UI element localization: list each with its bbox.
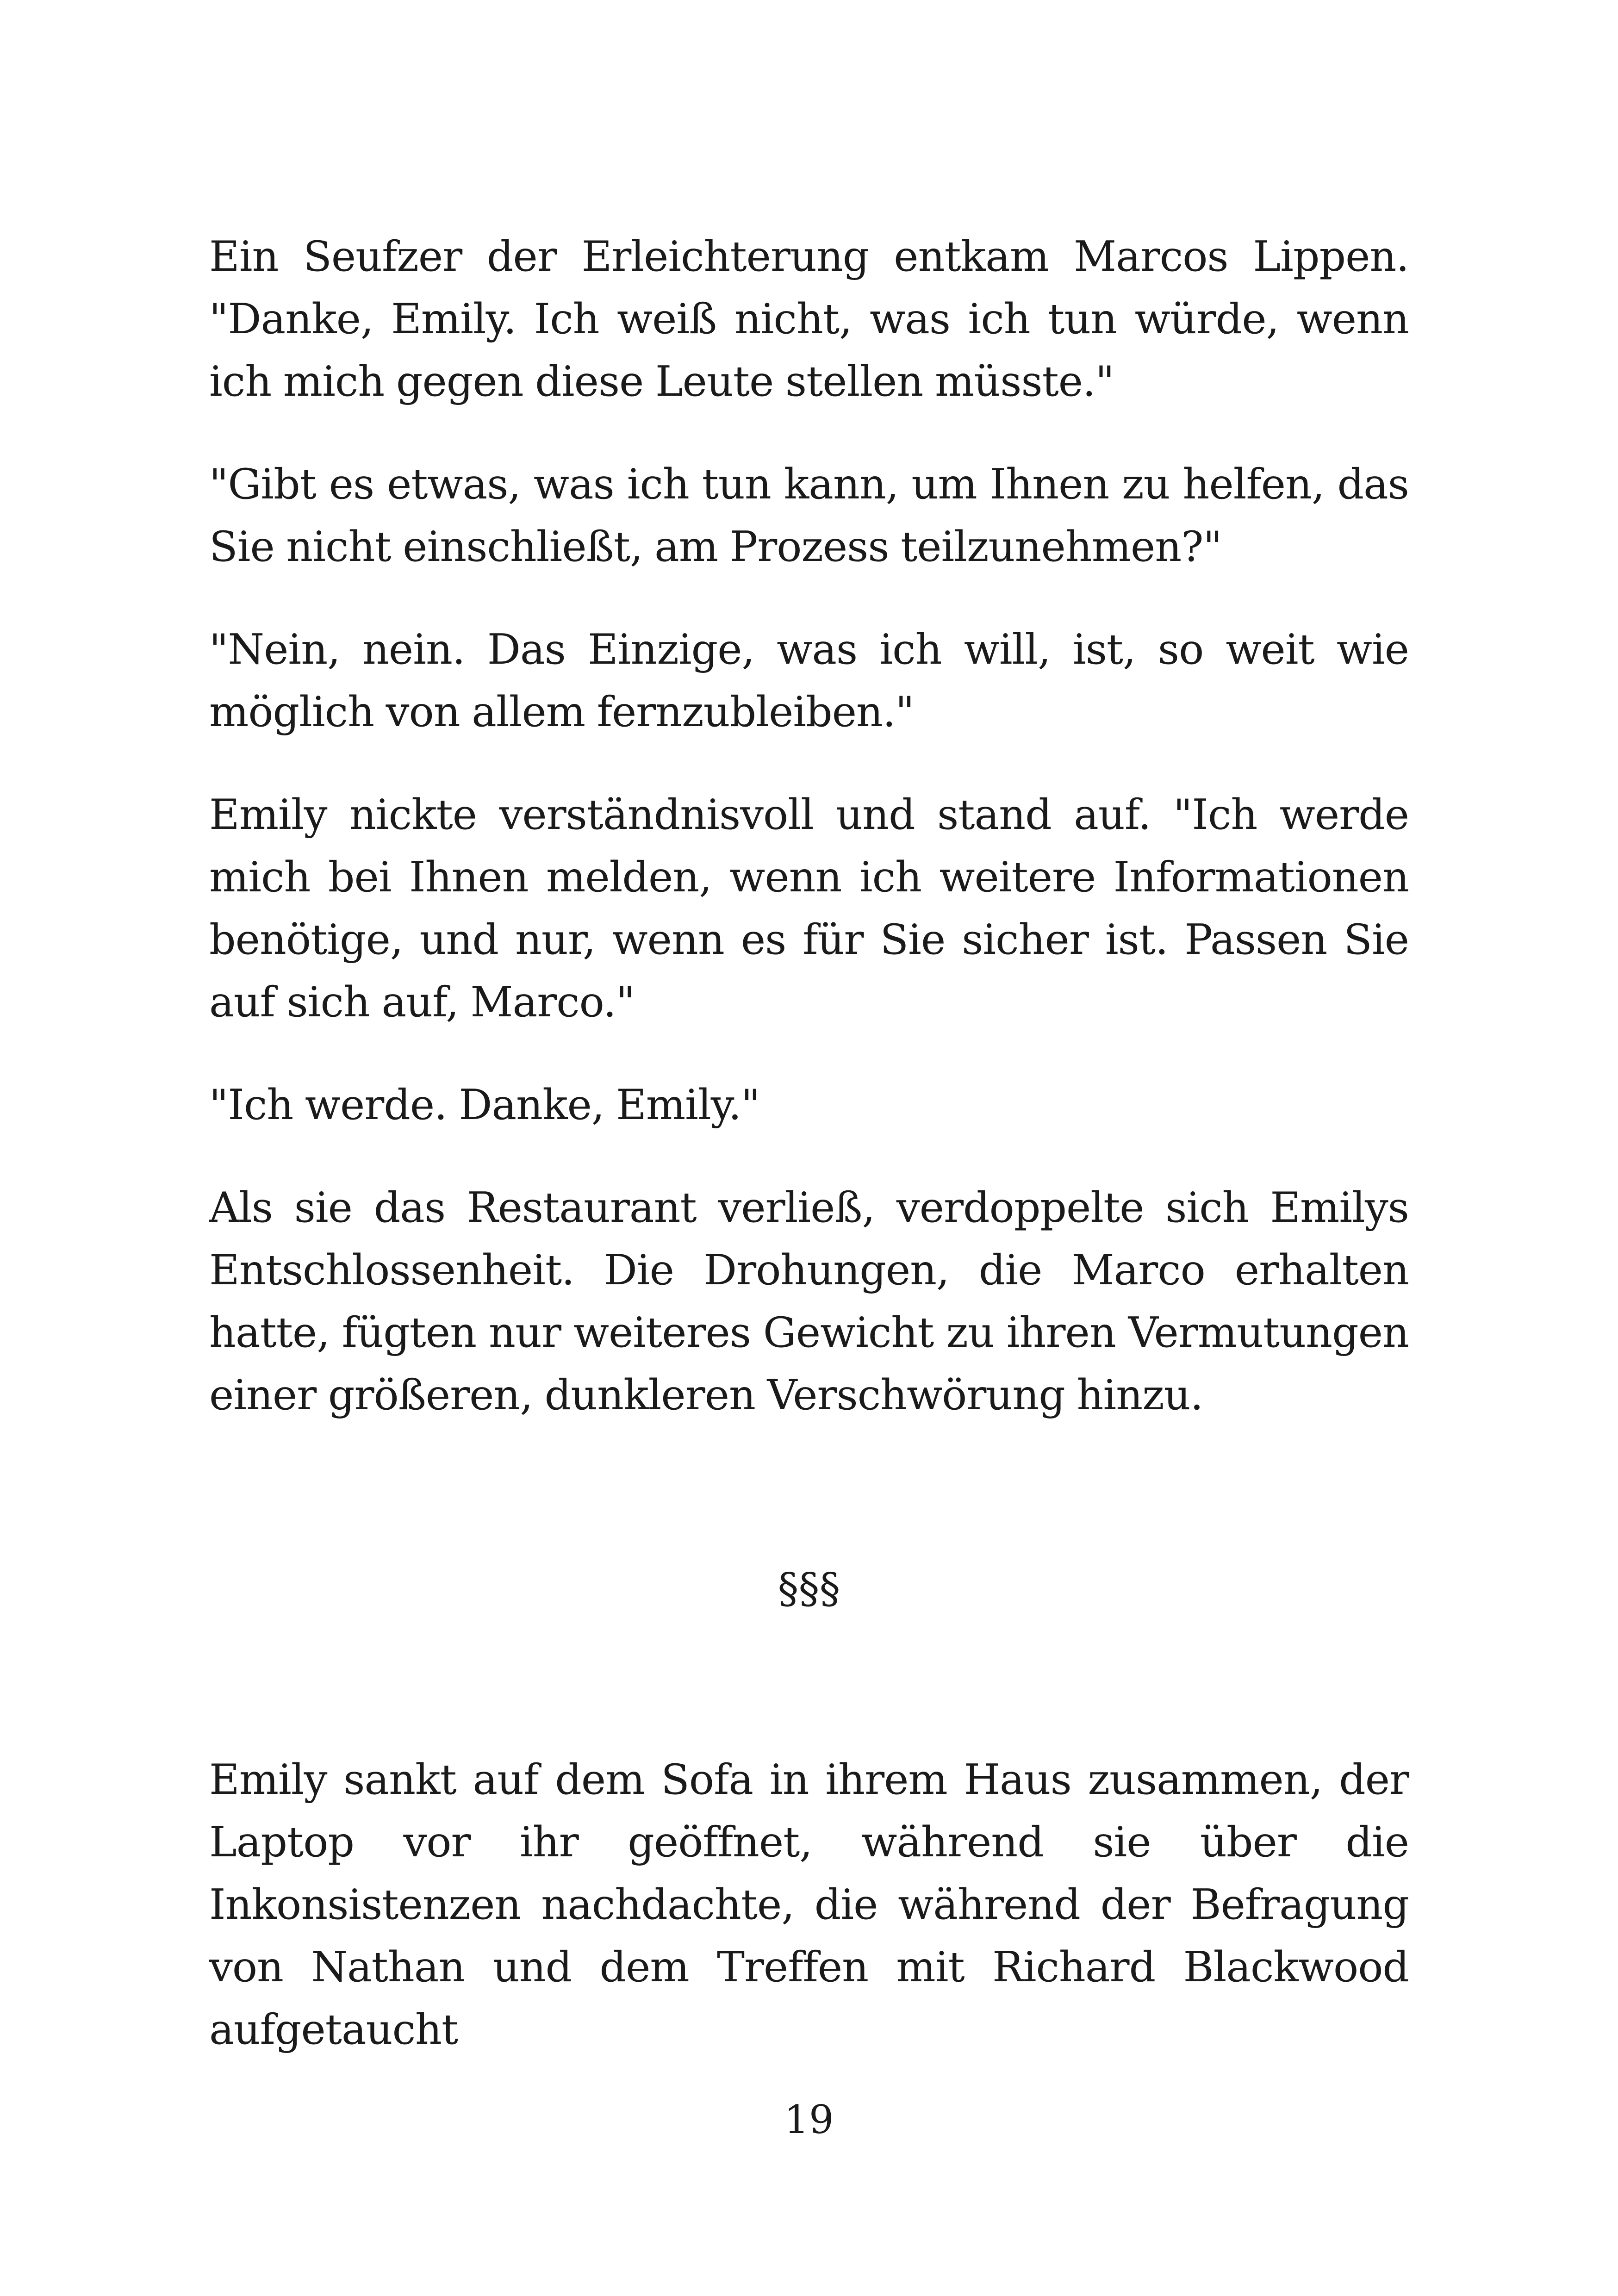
paragraph: "Nein, nein. Das Einzige, was ich will, ist, so weit wie möglich von allem fernzubleiben." <box>209 625 1409 736</box>
section-divider: §§§ <box>778 1564 840 1613</box>
paragraph: Ein Seufzer der Erleichterung entkam Marcos Lippen. "Danke, Emily. Ich weiß nicht, was ich tun würde, wenn ich mich gegen diese Leute stellen müsste." <box>209 232 1409 406</box>
paragraph: "Gibt es etwas, was ich tun kann, um Ihnen zu helfen, das Sie nicht einschließt, am Prozess teilzunehmen?" <box>209 460 1409 571</box>
page-number: 19 <box>784 2097 834 2142</box>
paragraph: "Ich werde. Danke, Emily." <box>209 1081 760 1129</box>
paragraph: Emily nickte verständnisvoll und stand auf. "Ich werde mich bei Ihnen melden, wenn ich weitere Informationen benötige, und nur, wenn es für Sie sicher ist. Passen Sie auf sich auf, Marco." <box>209 790 1409 1027</box>
paragraph: Als sie das Restaurant verließ, verdoppelte sich Emilys Entschlossenheit. Die Drohungen, die Marco erhalten hatte, fügten nur weiteres Gewicht zu ihren Vermutungen einer größeren, dunkleren Verschwörung hinzu. <box>209 1183 1409 1419</box>
text-block-before-divider <box>209 225 1409 1426</box>
paragraph: Emily sankt auf dem Sofa in ihrem Haus zusammen, der Laptop vor ihr geöffnet, während sie über die Inkonsistenzen nachdachte, die während der Befragung von Nathan und dem Treffen mit Richard Blackwood aufgetaucht <box>209 1755 1409 2054</box>
text-block-after-divider <box>209 1748 1409 2061</box>
